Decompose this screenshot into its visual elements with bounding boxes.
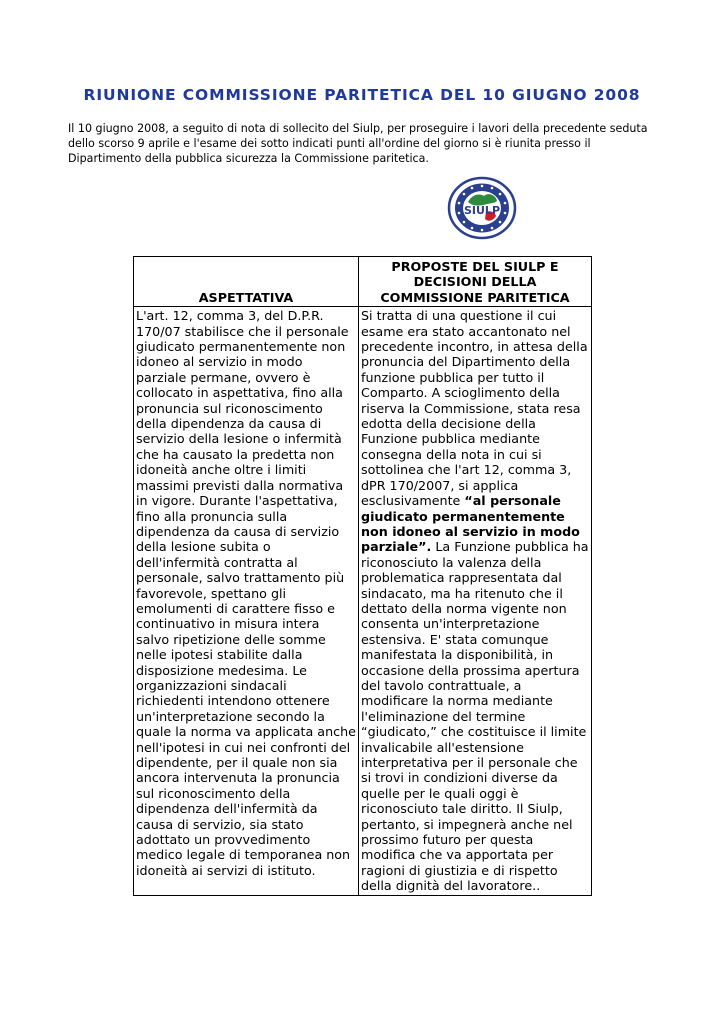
cell-aspettativa-text bbox=[134, 307, 359, 895]
right-cell-text-part2: La Funzione pubblica ha riconosciuto la valenza della problematica rappresentata dal sindacato, ma ha ritenuto che il dettato della norma vigente non consenta un'interpretazione estensiva. E' stata comunque manifestata la disponibilità, in occasione della prossima apertura del tavolo contrattuale, a modificare la norma mediante l'eliminazione del termine “giudicato,” che costituisce il limite invalicabile all'estensione interpretativa per il personale che si trovi in condizioni diverse da quelle per le quali oggi è riconosciuto tale diritto. Il Siulp, pertanto, si impegnerà anche nel prossimo futuro per questa modifica che va apportata per ragioni di giustizia e di rispetto della dignità del lavoratore.. bbox=[361, 539, 589, 894]
right-cell-bold-quote: “al personale giudicato permanentemente non idoneo al servizio in modo parziale”. bbox=[361, 493, 580, 555]
header-proposte: PROPOSTE DEL SIULP E DECISIONI DELLA COMMISSIONE PARITETICA bbox=[359, 257, 592, 307]
right-cell-text-part1: Si tratta di una questione il cui esame era stato accantonato nel precedente incontro, in attesa della pronuncia del Dipartimento della funzione pubblica per tutto il Comparto. A scioglimento della riserva la Commissione, stata resa edotta della decisione della Funzione pubblica mediante consegna della nota in cui si sottolinea che l'art 12, comma 3, dPR 170/2007, si applica esclusivamente bbox=[361, 308, 588, 509]
commission-table bbox=[133, 256, 592, 896]
intro-paragraph: Il 10 giugno 2008, a seguito di nota di sollecito del Siulp, per proseguire i lavori della precedente seduta dello scorso 9 aprile e l'esame dei sotto indicati punti all'ordine del giorno si è riunita presso il Dipartimento della pubblica sicurezza la Commissione paritetica. bbox=[68, 122, 648, 166]
table-header-row bbox=[134, 257, 592, 307]
left-cell-text: L'art. 12, comma 3, del D.P.R. 170/07 stabilisce che il personale giudicato permanentemente non idoneo al servizio in modo parziale permane, ovvero è collocato in aspettativa, fino alla pronuncia sul riconoscimento della dipendenza da causa di servizio della lesione o infermità che ha causato la predetta non idoneità anche oltre i limiti massimi previsti dalla normativa in vigore. Durante l'aspettativa, fino alla pronuncia sulla dipendenza da causa di servizio della lesione subita o dell'infermità contratta al personale, salvo trattamento più favorevole, spettano gli emolumenti di carattere fisso e continuativo in misura intera salvo ripetizione delle somme nelle ipotesi stabilite dalla disposizione medesima. Le organizzazioni sindacali richiedenti intendono ottenere un'interpretazione secondo la quale la norma va applicata anche nell'ipotesi in cui nei confronti del dipendente, per il quale non sia ancora intervenuta la pronuncia sul riconoscimento della dipendenza dell'infermità da causa di servizio, sia stato adottato un provvedimento medico legale di temporanea non idoneità ai servizi di istituto. bbox=[136, 308, 356, 878]
siulp-logo-icon bbox=[446, 176, 518, 240]
header-aspettativa: ASPETTATIVA bbox=[134, 257, 359, 307]
cell-proposte-text bbox=[359, 307, 592, 895]
document-title: RIUNIONE COMMISSIONE PARITETICA DEL 10 GIUGNO 2008 bbox=[83, 86, 641, 104]
table-row bbox=[134, 307, 592, 895]
logo-text: SIULP bbox=[463, 204, 501, 217]
